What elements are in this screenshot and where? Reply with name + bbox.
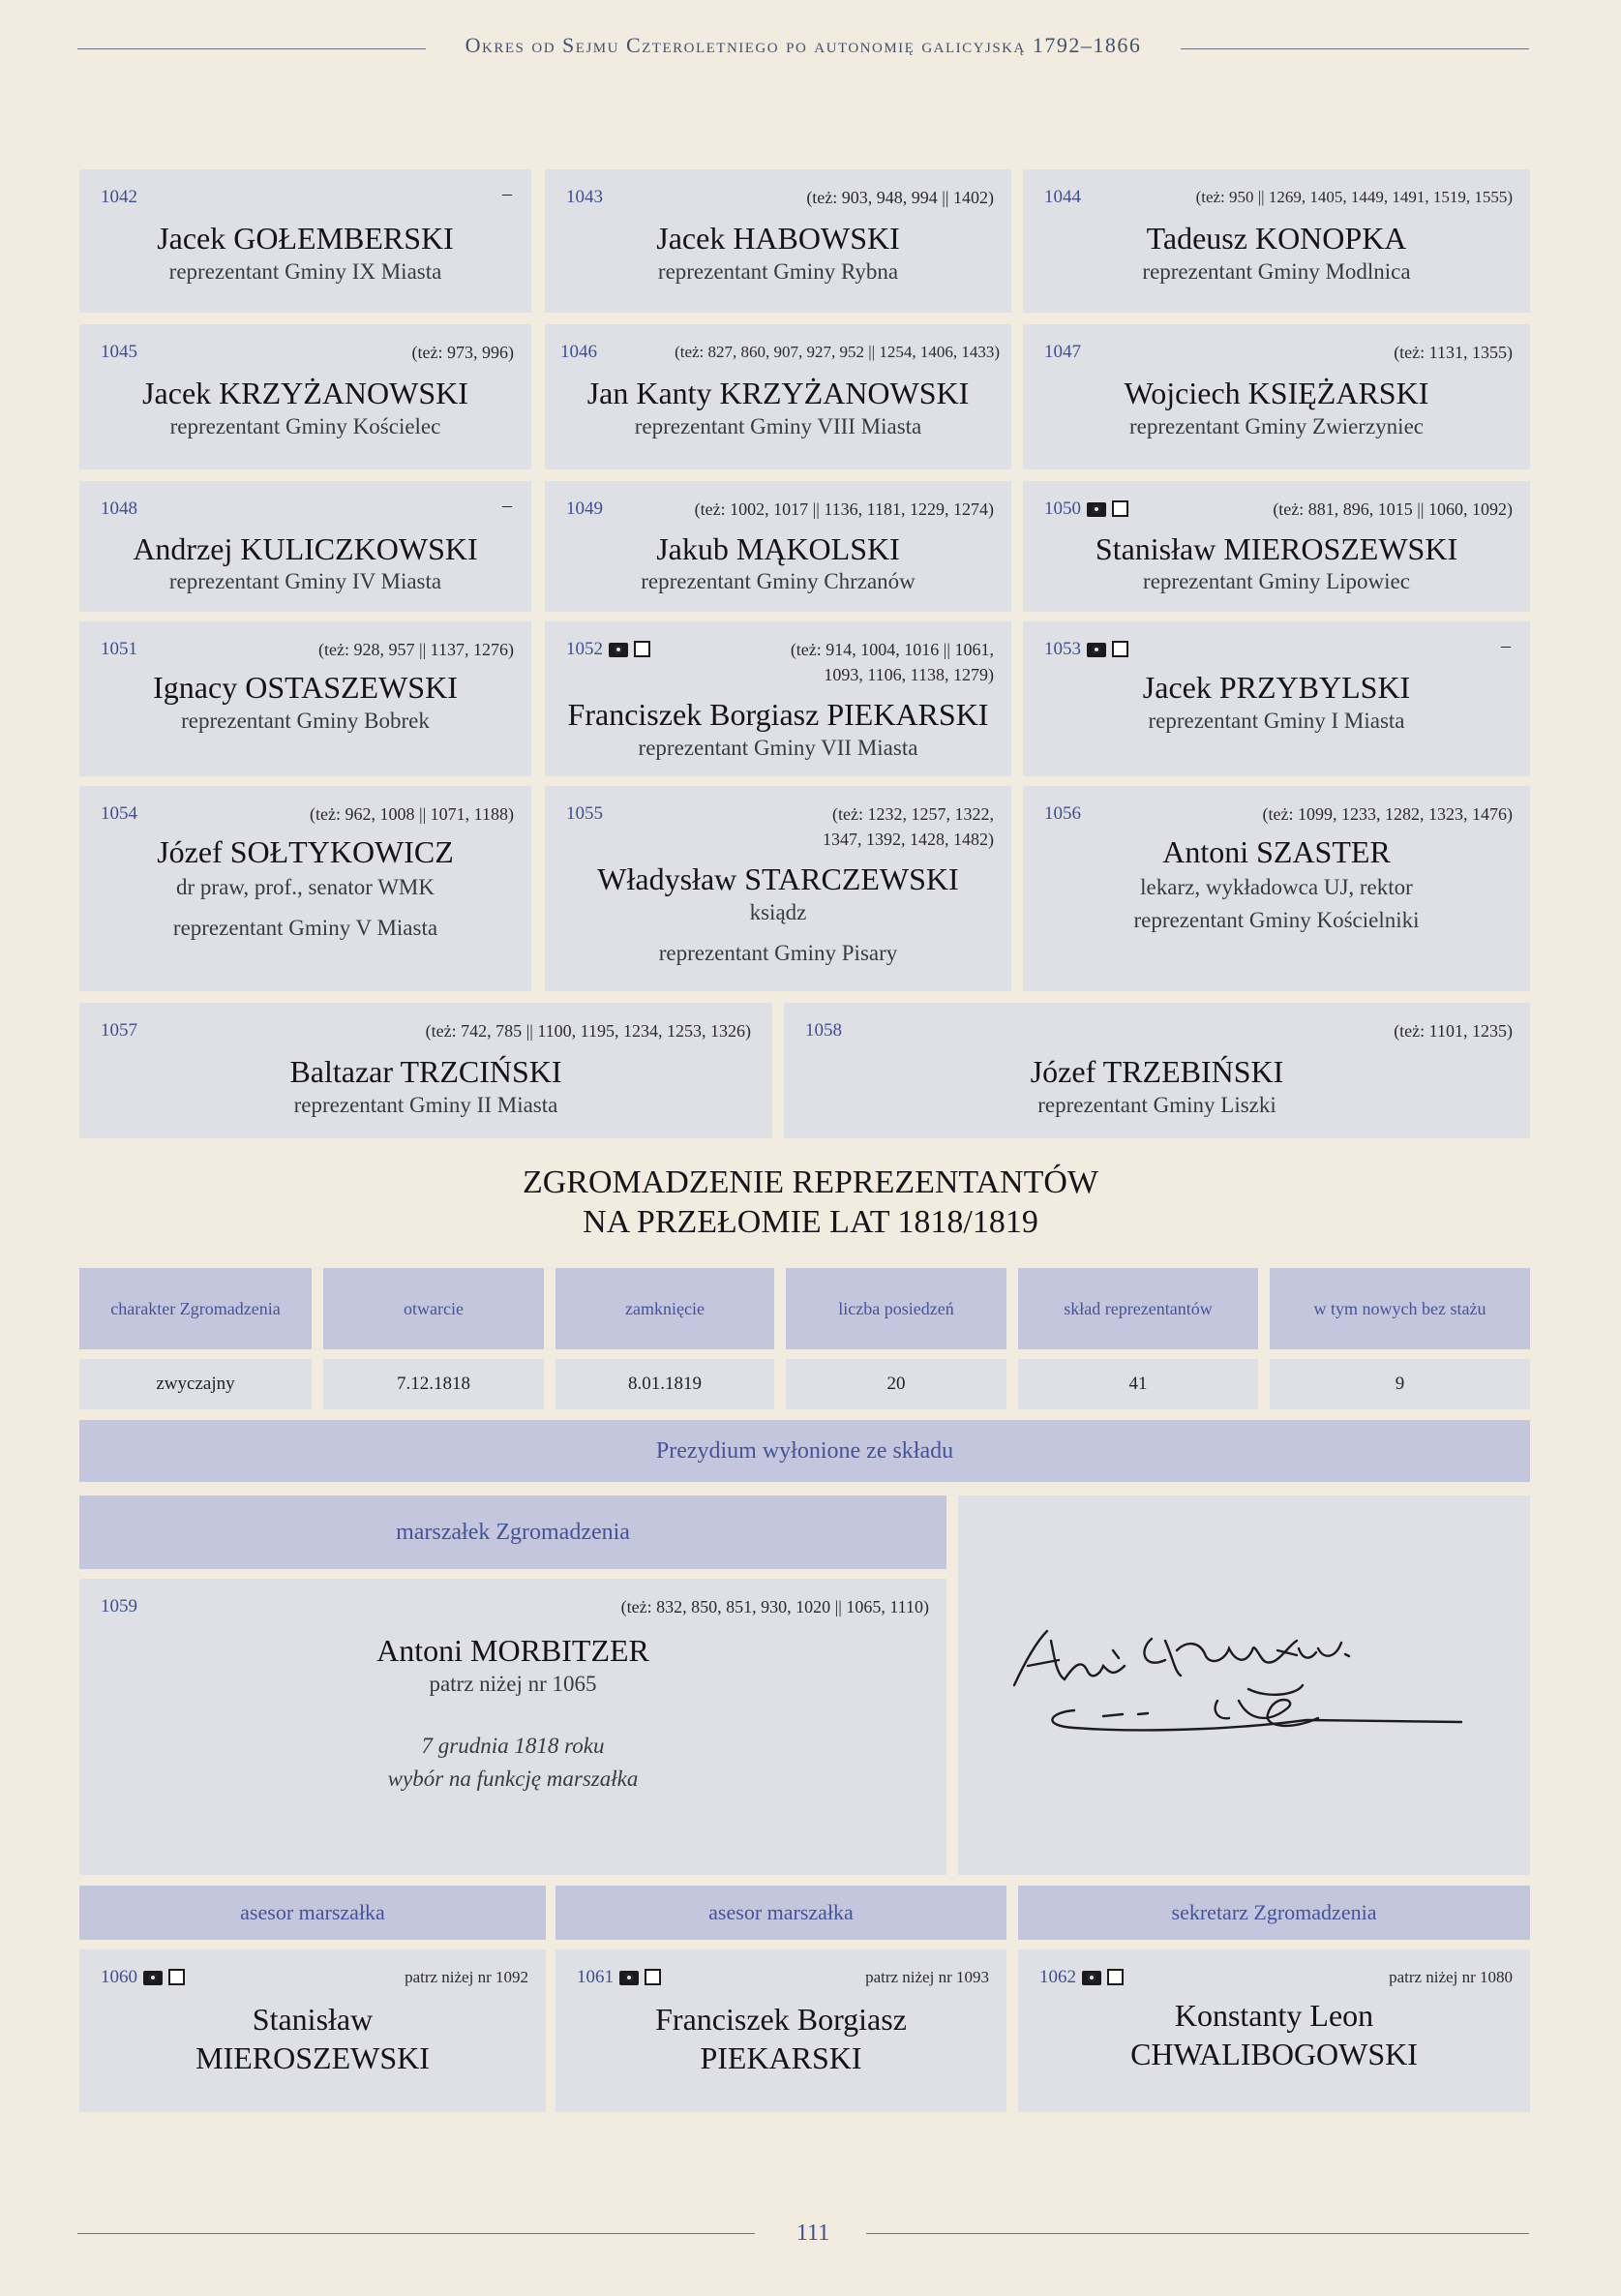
header-title: Okres od Sejmu Czteroletniego po autonomię galicyjską 1792–1866	[77, 33, 1529, 58]
running-header	[77, 33, 1529, 62]
entry-role: reprezentant Gminy Lipowiec	[1143, 569, 1410, 593]
entry-number: 1045	[101, 342, 137, 362]
entry-number: 1061	[577, 1967, 614, 1987]
entry-also: (też: 1099, 1233, 1282, 1323, 1476)	[1262, 804, 1513, 824]
officer-card-1062	[1018, 1949, 1530, 2112]
table-header: skład reprezentantów	[1018, 1268, 1258, 1349]
entry-number-row	[1044, 639, 1128, 660]
entry-number-row	[577, 1967, 661, 1988]
entry-number: 1042	[101, 187, 137, 207]
entry-name: Stanisław MIEROSZEWSKI	[1095, 531, 1458, 566]
role-bar: sekretarz Zgromadzenia	[1018, 1886, 1530, 1940]
entry-number: 1053	[1044, 639, 1081, 659]
entry-role: reprezentant Gminy Rybna	[657, 259, 899, 284]
entry-card-1057	[79, 1003, 772, 1138]
entry-role: reprezentant Gminy IV Miasta	[168, 569, 442, 593]
entry-card-1047	[1023, 324, 1530, 469]
entry-number: 1056	[1044, 803, 1081, 824]
portrait-icon	[1087, 502, 1106, 517]
entry-title: ksiądz	[749, 900, 807, 924]
entry-role: reprezentant Gminy VIII Miasta	[634, 414, 922, 438]
entry-see: patrz niżej nr 1092	[405, 1968, 528, 1986]
entry-number: 1058	[805, 1020, 842, 1041]
table-cell: 8.01.1819	[555, 1359, 774, 1409]
entry-name: Jacek GOŁEMBERSKI	[157, 221, 454, 256]
portrait-icon	[619, 1971, 639, 1985]
entry-first-name: Franciszek Borgiasz	[655, 2002, 907, 2037]
entry-name: Józef SOŁTYKOWICZ	[157, 834, 454, 869]
table-cell: 9	[1270, 1359, 1530, 1409]
signature-box-icon	[1107, 1969, 1124, 1985]
entry-see: patrz niżej nr 1093	[865, 1968, 989, 1986]
entry-also: (też: 1232, 1257, 1322, 1347, 1392, 1428, 1482)	[823, 804, 994, 849]
entry-role: reprezentant Gminy Modlnica	[1142, 259, 1411, 284]
presidium-bar: Prezydium wyłonione ze składu	[79, 1420, 1530, 1482]
entry-surname: MIEROSZEWSKI	[195, 2040, 430, 2075]
table-header: zamknięcie	[555, 1268, 774, 1349]
role-bar: asesor marszałka	[555, 1886, 1006, 1940]
entry-also: (też: 928, 957 || 1137, 1276)	[317, 640, 514, 659]
entry-surname: PIEKARSKI	[700, 2040, 862, 2075]
officer-card-1061	[555, 1949, 1006, 2112]
marshal-card	[79, 1579, 946, 1875]
entry-also: (też: 1002, 1017 || 1136, 1181, 1229, 1274)	[694, 499, 994, 519]
entry-also: (też: 962, 1008 || 1071, 1188)	[309, 804, 514, 824]
entry-role: reprezentant Gminy IX Miasta	[168, 259, 442, 284]
role-bar: asesor marszałka	[79, 1886, 546, 1940]
entry-card-1051	[79, 621, 531, 776]
entry-also: (też: 973, 996)	[411, 343, 514, 362]
entry-title: dr praw, prof., senator WMK	[176, 875, 435, 899]
officer-card-1060	[79, 1949, 546, 2112]
entry-also: (też: 881, 896, 1015 || 1060, 1092)	[1273, 499, 1513, 519]
table-header: w tym nowych bez stażu	[1270, 1268, 1530, 1349]
entry-name: Jacek PRZYBYLSKI	[1142, 670, 1411, 705]
entry-card-1049	[545, 481, 1011, 612]
portrait-icon	[1087, 643, 1106, 657]
entry-surname: CHWALIBOGOWSKI	[1130, 2037, 1418, 2071]
entry-name: Baltazar TRZCIŃSKI	[289, 1054, 562, 1089]
entry-also: (też: 903, 948, 994 || 1402)	[806, 188, 994, 207]
entry-card-1058	[784, 1003, 1530, 1138]
signature-box-icon	[168, 1969, 185, 1985]
entry-number: 1043	[566, 187, 603, 207]
footer-rule-right	[866, 2233, 1529, 2234]
entry-number: 1047	[1044, 342, 1081, 362]
entry-card-1050	[1023, 481, 1530, 612]
signature-image	[958, 1495, 1530, 1875]
entry-also: (też: 1131, 1355)	[1394, 343, 1513, 362]
entry-role: reprezentant Gminy VII Miasta	[638, 736, 918, 760]
entry-role: reprezentant Gminy Kościelec	[169, 414, 441, 438]
entry-also: (też: 1101, 1235)	[1394, 1021, 1513, 1041]
entry-name: Wojciech KSIĘŻARSKI	[1124, 376, 1429, 410]
entry-also: (też: 832, 850, 851, 930, 1020 || 1065, 1110)	[620, 1597, 929, 1616]
entry-role: reprezentant Gminy Bobrek	[181, 709, 430, 733]
entry-number: 1060	[101, 1967, 137, 1987]
entry-number-row	[1039, 1967, 1124, 1988]
entry-card-1052	[545, 621, 1011, 776]
entry-name: Andrzej KULICZKOWSKI	[133, 531, 478, 566]
entry-title: lekarz, wykładowca UJ, rektor	[1140, 875, 1413, 899]
table-cell: 20	[786, 1359, 1006, 1409]
entry-number: 1048	[101, 498, 137, 519]
entry-name: Józef TRZEBIŃSKI	[1030, 1054, 1284, 1089]
entry-name: Ignacy OSTASZEWSKI	[153, 670, 458, 705]
entry-also: –	[502, 495, 512, 516]
entry-also: (też: 914, 1004, 1016 || 1061, 1093, 1106, 1138, 1279)	[790, 640, 994, 684]
election-note: wybór na funkcję marszałka	[387, 1767, 639, 1791]
entry-number: 1052	[566, 639, 603, 659]
signature-box-icon	[634, 641, 650, 657]
entry-number: 1057	[101, 1020, 137, 1041]
entry-card-1043	[545, 169, 1011, 313]
entry-also: (też: 742, 785 || 1100, 1195, 1234, 1253, 1326)	[425, 1021, 751, 1041]
entry-number-row	[101, 1967, 185, 1988]
entry-role: reprezentant Gminy Zwierzyniec	[1129, 414, 1424, 438]
entry-card-1055	[545, 786, 1011, 991]
entry-name: Tadeusz KONOPKA	[1146, 221, 1407, 256]
entry-card-1053	[1023, 621, 1530, 776]
entry-name: Franciszek Borgiasz PIEKARSKI	[567, 697, 989, 732]
entry-number: 1062	[1039, 1967, 1076, 1987]
signature-box-icon	[1112, 641, 1128, 657]
entry-name: Jakub MĄKOLSKI	[656, 531, 900, 566]
section-subtitle: NA PRZEŁOMIE LAT 1818/1819	[583, 1204, 1038, 1240]
entry-name: Jacek KRZYŻANOWSKI	[142, 376, 468, 410]
entry-card-1046	[545, 324, 1011, 469]
signature-box-icon	[1112, 500, 1128, 517]
entry-role: reprezentant Gminy V Miasta	[172, 916, 438, 940]
entry-number: 1054	[101, 803, 137, 824]
footer-rule-left	[77, 2233, 755, 2234]
table-cell: 7.12.1818	[323, 1359, 544, 1409]
portrait-icon	[1082, 1971, 1101, 1985]
entry-name: Antoni SZASTER	[1162, 834, 1391, 869]
entry-number: 1046	[560, 342, 597, 362]
entry-number: 1044	[1044, 187, 1081, 207]
entry-number: 1055	[566, 803, 603, 824]
entry-name: Jacek HABOWSKI	[656, 221, 900, 256]
entry-card-1044	[1023, 169, 1530, 313]
entry-number-row	[1044, 498, 1128, 520]
table-header: liczba posiedzeń	[786, 1268, 1006, 1349]
entry-card-1045	[79, 324, 531, 469]
entry-number-row	[566, 639, 650, 660]
entry-name: Antoni MORBITZER	[376, 1633, 649, 1668]
entry-first-name: Stanisław	[252, 2002, 374, 2037]
entry-role: reprezentant Gminy Pisary	[658, 941, 898, 965]
entry-role: reprezentant Gminy Kościelniki	[1133, 908, 1420, 932]
entry-role: reprezentant Gminy Chrzanów	[641, 569, 916, 593]
portrait-icon	[143, 1971, 163, 1985]
entry-card-1042	[79, 169, 531, 313]
entry-card-1048	[79, 481, 531, 612]
signature-panel	[958, 1495, 1530, 1875]
portrait-icon	[609, 643, 628, 657]
entry-role: reprezentant Gminy I Miasta	[1148, 709, 1405, 733]
entry-also: –	[1501, 635, 1511, 656]
entry-role: patrz niżej nr 1065	[429, 1672, 597, 1696]
signature-box-icon	[645, 1969, 661, 1985]
entry-card-1054	[79, 786, 531, 991]
entry-also: (też: 950 || 1269, 1405, 1449, 1491, 1519, 1555)	[1195, 188, 1513, 206]
page-number: 111	[765, 2220, 861, 2247]
table-header: otwarcie	[323, 1268, 544, 1349]
entry-number: 1059	[101, 1596, 137, 1616]
entry-number: 1050	[1044, 498, 1081, 519]
marshal-bar: marszałek Zgromadzenia	[79, 1495, 946, 1569]
entry-see: patrz niżej nr 1080	[1389, 1968, 1513, 1986]
entry-also: (też: 827, 860, 907, 927, 952 || 1254, 1406, 1433)	[675, 343, 1000, 361]
entry-number: 1049	[566, 498, 603, 519]
entry-card-1056	[1023, 786, 1530, 991]
entry-role: reprezentant Gminy II Miasta	[293, 1093, 558, 1117]
table-header: charakter Zgromadzenia	[79, 1268, 312, 1349]
entry-name: Jan Kanty KRZYŻANOWSKI	[586, 376, 970, 410]
table-cell: 41	[1018, 1359, 1258, 1409]
entry-first-name: Konstanty Leon	[1174, 1998, 1374, 2033]
section-title: ZGROMADZENIE REPREZENTANTÓW	[522, 1164, 1099, 1200]
entry-name: Władysław STARCZEWSKI	[597, 861, 959, 896]
election-date: 7 grudnia 1818 roku	[421, 1734, 605, 1758]
entry-role: reprezentant Gminy Liszki	[1037, 1093, 1276, 1117]
entry-number: 1051	[101, 639, 137, 659]
entry-also: –	[502, 183, 512, 204]
table-cell: zwyczajny	[79, 1359, 312, 1409]
